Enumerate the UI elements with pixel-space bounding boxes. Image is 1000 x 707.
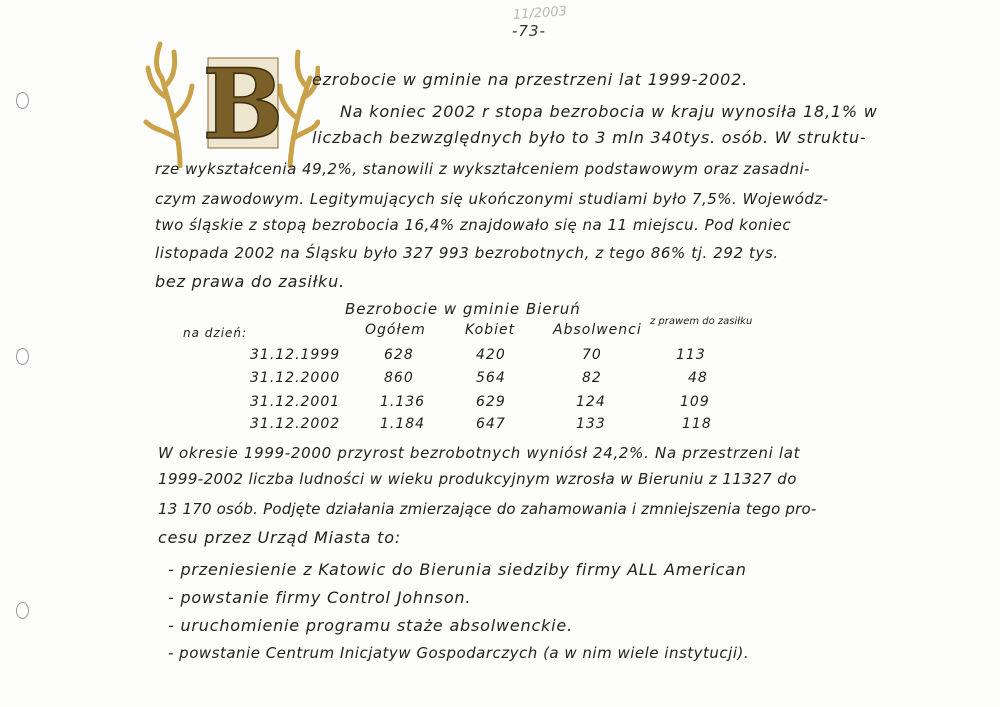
table-cell-kobiet: 629 xyxy=(476,394,506,410)
table-cell-kobiet: 647 xyxy=(476,416,506,432)
intro-line: bez prawa do zasiłku. xyxy=(155,272,345,291)
table-cell-kobiet: 420 xyxy=(476,347,506,363)
table-column-header: z prawem do zasiłku xyxy=(650,316,753,327)
initial-letter: B xyxy=(202,48,284,161)
table-cell-date: 31.12.1999 xyxy=(250,347,341,363)
list-item: - powstanie firmy Control Johnson. xyxy=(168,588,472,607)
table-cell-ogolem: 1.136 xyxy=(380,394,426,410)
intro-line: rze wykształcenia 49,2%, stanowili z wykształceniem podstawowym oraz zasadni- xyxy=(155,160,811,178)
table-cell-kobiet: 564 xyxy=(476,370,506,386)
list-item: - przeniesienie z Katowic do Bierunia siedziby firmy ALL American xyxy=(168,560,747,579)
table-cell-date: 31.12.2000 xyxy=(250,370,341,386)
table-cell-zasilek: 48 xyxy=(688,370,708,386)
table-cell-ogolem: 628 xyxy=(384,347,414,363)
table-title: Bezrobocie w gminie Bieruń xyxy=(345,300,581,318)
table-cell-absolwenci: 70 xyxy=(582,347,602,363)
table-cell-absolwenci: 133 xyxy=(576,416,606,432)
ornament-branch-left xyxy=(146,44,192,166)
binder-hole-bottom xyxy=(16,602,29,619)
table-cell-ogolem: 860 xyxy=(384,370,414,386)
intro-line: Na koniec 2002 r stopa bezrobocia w kraju wynosiła 18,1% w xyxy=(340,102,878,121)
table-column-header: Ogółem xyxy=(365,322,426,338)
body-line: W okresie 1999-2000 przyrost bezrobotnych wyniósł 24,2%. Na przestrzeni lat xyxy=(158,444,801,462)
table-cell-date: 31.12.2001 xyxy=(250,394,341,410)
body-line: 13 170 osób. Podjęte działania zmierzające do zahamowania i zmniejszenia tego pro- xyxy=(158,500,817,518)
body-line: cesu przez Urząd Miasta to: xyxy=(158,528,402,547)
body-line: 1999-2002 liczba ludności w wieku produkcyjnym wzrosła w Bieruniu z 11327 do xyxy=(158,470,797,488)
pencil-note: 11/2003 xyxy=(512,4,568,23)
table-column-header: Kobiet xyxy=(465,322,516,338)
table-cell-zasilek: 113 xyxy=(676,347,706,363)
intro-line: czym zawodowym. Legitymujących się ukończonymi studiami było 7,5%. Wojewódz- xyxy=(155,190,829,208)
binder-hole-top xyxy=(16,92,29,109)
intro-line: listopada 2002 na Śląsku było 327 993 bezrobotnych, z tego 86% tj. 292 tys. xyxy=(155,244,779,262)
list-item: - uruchomienie programu staże absolwenckie. xyxy=(168,616,573,635)
list-item: - powstanie Centrum Inicjatyw Gospodarczych (a w nim wiele instytucji). xyxy=(168,644,750,662)
intro-title: ezrobocie w gminie na przestrzeni lat 1999-2002. xyxy=(312,70,749,89)
table-row-header: na dzień: xyxy=(183,326,248,340)
table-column-header: Absolwenci xyxy=(553,322,642,338)
table-cell-ogolem: 1.184 xyxy=(380,416,426,432)
intro-line: liczbach bezwzględnych było to 3 mln 340tys. osób. W struktu- xyxy=(312,128,867,147)
table-cell-zasilek: 118 xyxy=(682,416,712,432)
table-cell-absolwenci: 82 xyxy=(582,370,602,386)
table-cell-zasilek: 109 xyxy=(680,394,710,410)
intro-line: two śląskie z stopą bezrobocia 16,4% znajdowało się na 11 miejscu. Pod koniec xyxy=(155,216,792,234)
table-cell-absolwenci: 124 xyxy=(576,394,606,410)
page-number: -73- xyxy=(512,22,546,40)
ornamental-initial-letter xyxy=(140,38,320,168)
binder-hole-middle xyxy=(16,348,29,365)
table-cell-date: 31.12.2002 xyxy=(250,416,341,432)
